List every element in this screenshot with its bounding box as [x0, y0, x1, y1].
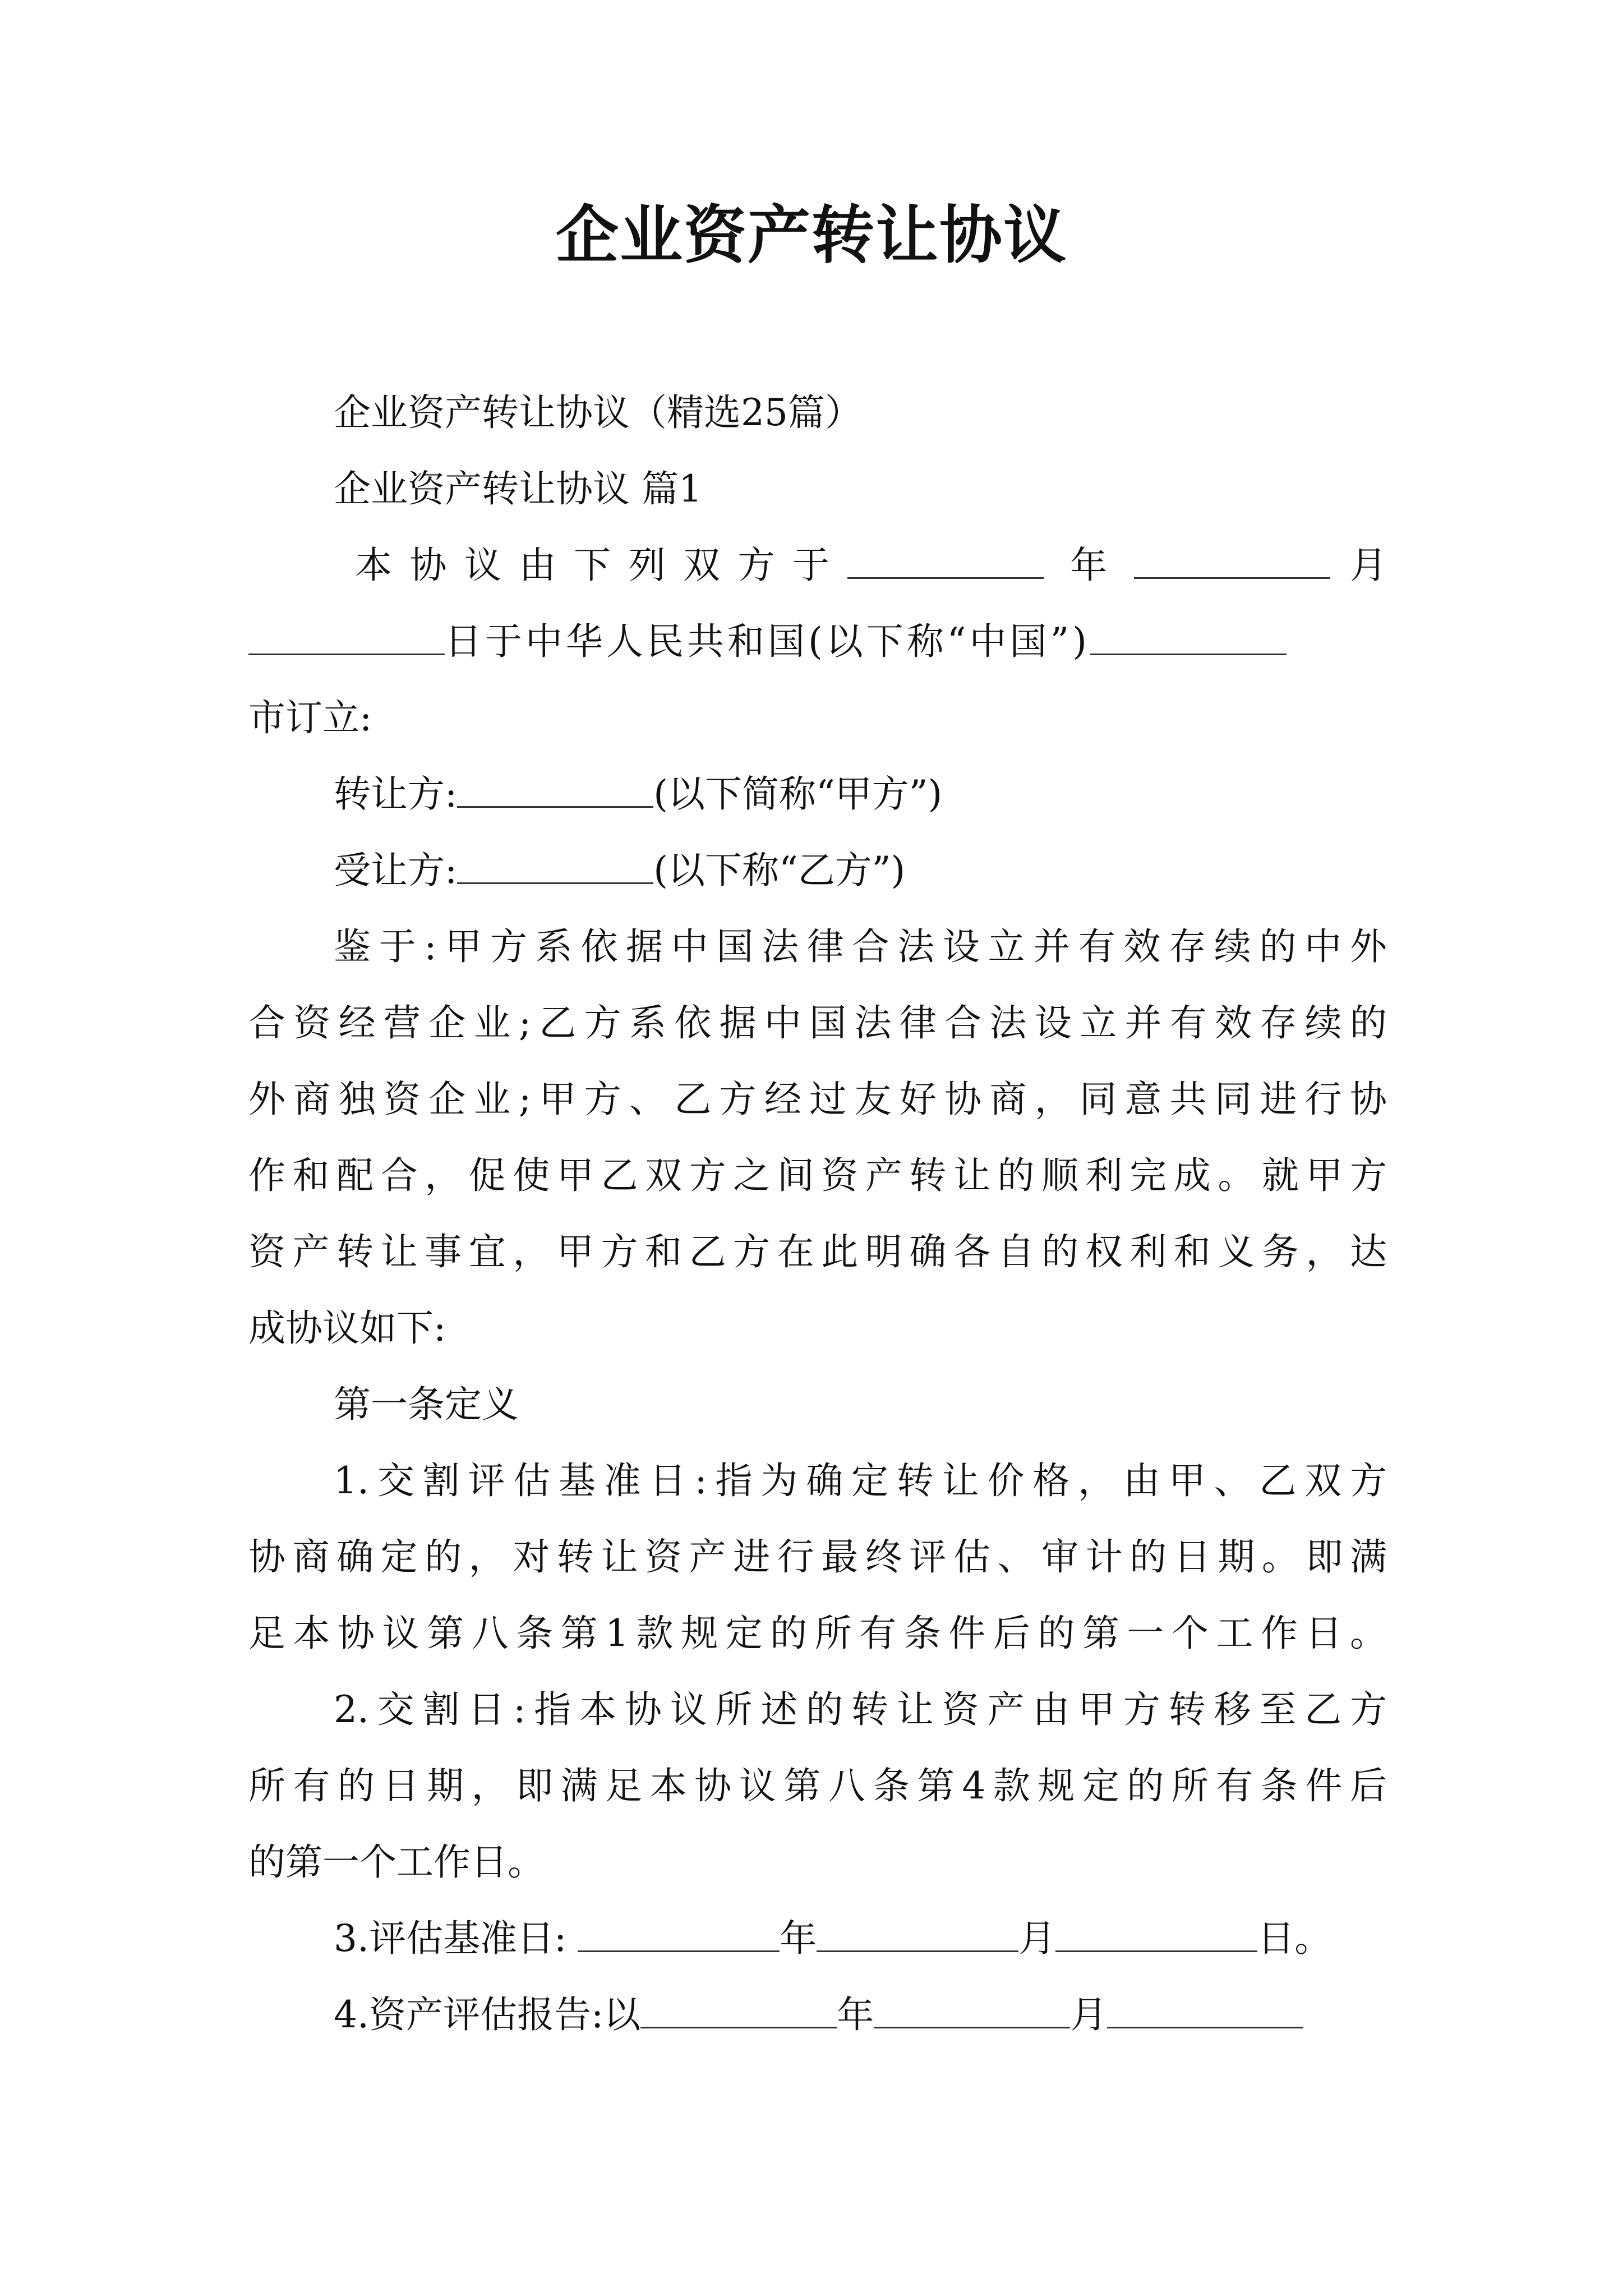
text-line: [248, 1977, 1387, 2053]
blank-field: [817, 1918, 1018, 1952]
text-line: 的第一个工作日。: [248, 1841, 545, 1884]
blank-field: [1134, 545, 1330, 579]
text-fragment: 年: [1066, 544, 1112, 587]
text-line: 企业资产转让协议 篇1: [334, 467, 702, 510]
text-line: 资产转让事宜，甲方和乙方在此明确各自的权利和义务，达: [248, 1230, 1387, 1273]
text-line: [248, 527, 1387, 604]
section-heading: 第一条定义: [334, 1383, 519, 1426]
blank-field: [457, 850, 653, 884]
text-line: 协商确定的，对转让资产进行最终评估、审计的日期。即满: [248, 1535, 1387, 1579]
text-fragment: 月: [1345, 544, 1387, 587]
text-line: [248, 832, 1387, 909]
text-line: 2.交割日:指本协议所述的转让资产由甲方转移至乙方: [334, 1688, 1387, 1731]
text-fragment: 月: [1070, 1993, 1108, 2036]
blank-field: [1090, 621, 1287, 655]
text-line: 成协议如下:: [248, 1306, 446, 1350]
text-fragment: 日。: [1257, 1917, 1332, 1960]
text-fragment: 本协议由下列双方于: [355, 544, 847, 587]
text-fragment: 转让方:: [334, 772, 458, 816]
text-line: 外商独资企业;甲方、乙方经过友好协商，同意共同进行协: [248, 1078, 1387, 1121]
blank-field: [874, 1994, 1070, 2028]
text-line: 市订立:: [248, 696, 372, 739]
text-line: [248, 1901, 1387, 1977]
text-fragment: 日于中华人民共和国(以下称“中国”): [445, 620, 1090, 663]
blank-field: [248, 621, 445, 655]
document-body: [248, 375, 1387, 2053]
text-fragment: (以下简称“甲方”): [653, 772, 943, 816]
blank-field: [578, 1918, 780, 1952]
text-line: 作和配合，促使甲乙双方之间资产转让的顺利完成。就甲方: [248, 1154, 1387, 1197]
text-fragment: 年: [837, 1993, 874, 2036]
text-line: [248, 604, 1387, 680]
text-fragment: 3.评估基准日:: [334, 1917, 567, 1960]
text-fragment: (以下称“乙方”): [653, 849, 906, 892]
blank-field: [457, 774, 653, 808]
blank-field: [640, 1994, 837, 2028]
text-line: 所有的日期，即满足本协议第八条第4款规定的所有条件后: [248, 1764, 1387, 1807]
text-fragment: 受让方:: [334, 849, 458, 892]
blank-field: [1055, 1918, 1257, 1952]
text-line: 企业资产转让协议（精选25篇）: [334, 391, 862, 434]
text-line: 合资经营企业;乙方系依据中国法律合法设立并有效存续的: [248, 1001, 1387, 1045]
document-title: 企业资产转让协议: [556, 199, 1067, 272]
text-fragment: 年: [780, 1917, 817, 1960]
text-line: 1.交割评估基准日:指为确定转让价格，由甲、乙双方: [334, 1459, 1387, 1502]
blank-field: [847, 545, 1044, 579]
blank-field: [1107, 1994, 1303, 2028]
text-fragment: 4.资产评估报告:以: [334, 1993, 641, 2036]
text-line: 鉴于:甲方系依据中国法律合法设立并有效存续的中外: [334, 925, 1387, 968]
text-line: 足本协议第八条第1款规定的所有条件后的第一个工作日。: [248, 1612, 1387, 1655]
text-line: [248, 756, 1387, 832]
text-fragment: 月: [1018, 1917, 1056, 1960]
